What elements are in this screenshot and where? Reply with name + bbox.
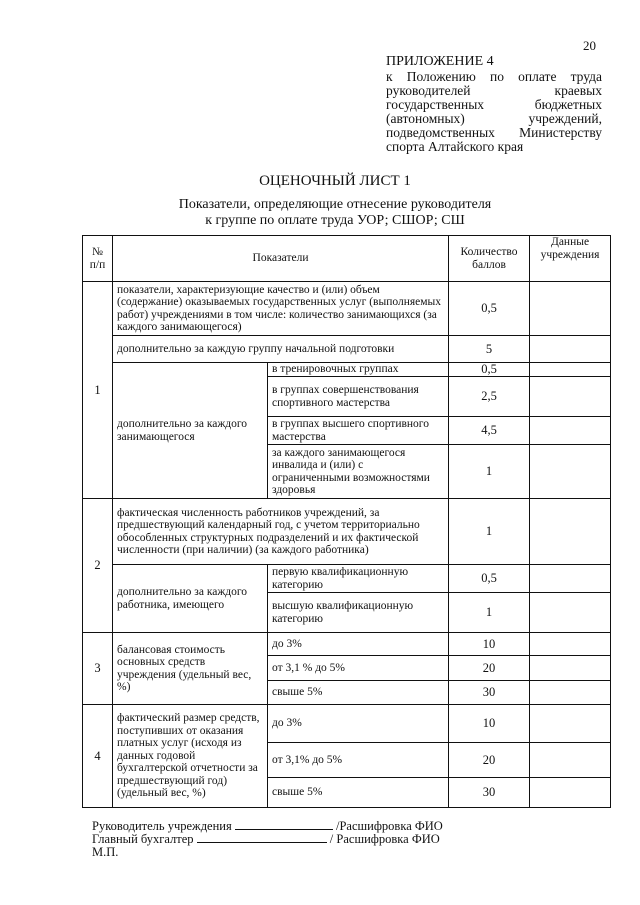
s1-sub-points: 1 [449, 445, 530, 499]
subtitle-line-1: Показатели, определяющие отнесение руководителя [178, 197, 492, 212]
table-row [83, 565, 611, 593]
s3-sub-label: от 3,1 % до 5% [268, 656, 449, 681]
accountant-signature-line [92, 833, 443, 846]
s2-sub-data [530, 565, 611, 593]
s1-group-points: 5 [449, 336, 530, 363]
head-signature-field [235, 820, 333, 830]
s1-sub-data [530, 363, 611, 377]
header-num: № п/п [83, 236, 113, 282]
s1-group-label: дополнительно за каждую группу начальной подготовки [113, 336, 449, 363]
table-row [83, 705, 611, 743]
accountant-label: Главный бухгалтер [92, 832, 194, 846]
row-num-4: 4 [83, 705, 113, 808]
seal-label: М.П. [92, 845, 119, 859]
signature-block [92, 820, 443, 859]
header-data: Данные учреждения [530, 236, 611, 282]
s3-label: балансовая стоимость основных средств учреждения (удельный вес, %) [113, 633, 268, 705]
s3-sub-label: до 3% [268, 633, 449, 656]
s1-sub-label: за каждого занимающегося инвалида и (или) с ограниченными возможностями здоровья [268, 445, 449, 499]
s1-sub-points: 2,5 [449, 377, 530, 417]
table-row [83, 336, 611, 363]
s1-group-data [530, 336, 611, 363]
s2-sub-points: 1 [449, 593, 530, 633]
s2-sub-label: высшую квалификационную категорию [268, 593, 449, 633]
subtitle-line-2: к группе по оплате труда УОР; СШОР; СШ [205, 213, 465, 228]
s1-sub-data [530, 445, 611, 499]
s4-sub-points: 10 [449, 705, 530, 743]
page-number: 20 [583, 38, 596, 53]
s4-sub-label: от 3,1% до 5% [268, 743, 449, 778]
s2-sub-data [530, 593, 611, 633]
s1-sub-data [530, 417, 611, 445]
s2-sub-label: первую квалификационную категорию [268, 565, 449, 593]
s1-sub-label: в группах высшего спортивного мастерства [268, 417, 449, 445]
s1-sub-label: в группах совершенствования спортивного мастерства [268, 377, 449, 417]
s4-sub-data [530, 705, 611, 743]
s4-sub-label: свыше 5% [268, 778, 449, 808]
head-label: Руководитель учреждения [92, 819, 232, 833]
s4-sub-data [530, 743, 611, 778]
s2-main-label: фактическая численность работников учреждений, за предшествующий календарный год, с учетом территориально обособленных структурных подразделений и их фактической численности (при наличии) (за каждого работника) [113, 499, 449, 565]
table-row [83, 363, 611, 377]
s1-sub-points: 4,5 [449, 417, 530, 445]
table-header-row [83, 236, 611, 282]
s2-main-points: 1 [449, 499, 530, 565]
evaluation-table [82, 235, 611, 808]
s3-sub-points: 20 [449, 656, 530, 681]
s2-extra-label: дополнительно за каждого работника, имеющего [113, 565, 268, 633]
accountant-signature-field [197, 833, 327, 843]
s2-sub-points: 0,5 [449, 565, 530, 593]
s1-main-data [530, 282, 611, 336]
table-row [83, 633, 611, 656]
s1-extra-label: дополнительно за каждого занимающегося [113, 363, 268, 499]
s4-sub-points: 30 [449, 778, 530, 808]
s3-sub-points: 30 [449, 681, 530, 705]
s1-main-points: 0,5 [449, 282, 530, 336]
s4-label: фактический размер средств, поступивших от оказания платных услуг (исходя из данных годовой бухгалтерской отчетности за предшествующий год) (удельный вес, %) [113, 705, 268, 808]
s3-sub-data [530, 656, 611, 681]
s3-sub-data [530, 681, 611, 705]
s3-sub-points: 10 [449, 633, 530, 656]
table-row [83, 499, 611, 565]
s4-sub-points: 20 [449, 743, 530, 778]
s4-sub-data [530, 778, 611, 808]
header-indicators: Показатели [113, 236, 449, 282]
s4-sub-label: до 3% [268, 705, 449, 743]
s1-sub-label: в тренировочных группах [268, 363, 449, 377]
table-row [83, 282, 611, 336]
s1-main-label: показатели, характеризующие качество и (или) объем (содержание) оказываемых государственных услуг (выполняемых работ) учреждениями в том числе: количество занимающихся (за каждого занимающегося) [113, 282, 449, 336]
appendix-title: ПРИЛОЖЕНИЕ 4 [386, 54, 494, 69]
s1-sub-points: 0,5 [449, 363, 530, 377]
appendix-block [386, 54, 602, 154]
document-title: ОЦЕНОЧНЫЙ ЛИСТ 1 [259, 173, 411, 189]
row-num-3: 3 [83, 633, 113, 705]
s1-sub-data [530, 377, 611, 417]
row-num-1: 1 [83, 282, 113, 499]
s3-sub-label: свыше 5% [268, 681, 449, 705]
accountant-decode: / Расшифровка ФИО [329, 832, 440, 846]
appendix-text: к Положению по оплате труда руководителей краевых государственных бюджетных (автономных) учреждений, подведомственных Министерству спорта Алтайского края [386, 69, 602, 154]
head-decode: /Расшифровка ФИО [335, 819, 443, 833]
s2-main-data [530, 499, 611, 565]
row-num-2: 2 [83, 499, 113, 633]
s3-sub-data [530, 633, 611, 656]
header-points: Количество баллов [449, 236, 530, 282]
document-subtitle [0, 197, 640, 229]
